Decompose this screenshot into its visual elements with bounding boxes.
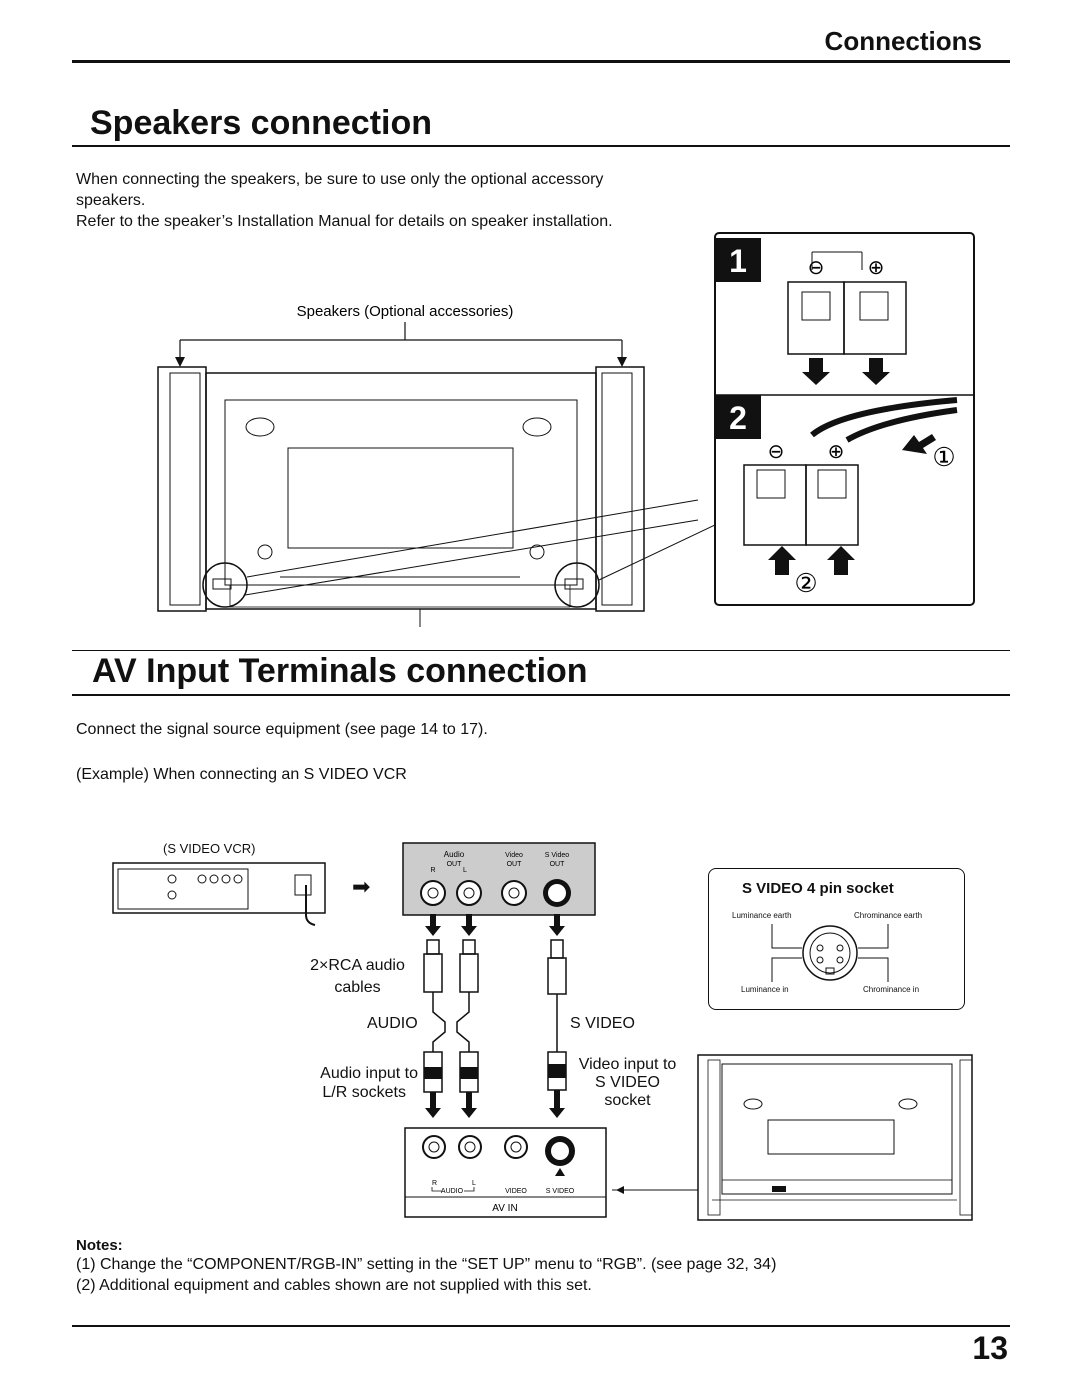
vcr-svideo-label: S Video	[544, 852, 570, 859]
av-in-panel	[404, 1127, 608, 1219]
circled-2-label: ②	[794, 568, 818, 598]
footer-rule	[72, 1325, 1010, 1327]
av-l-label: L	[472, 1180, 476, 1187]
lum-earth-label: Luminance earth	[732, 911, 792, 920]
vcr-audio-label: Audio	[443, 850, 465, 859]
av-in-label: AV IN	[492, 1203, 518, 1214]
vcr-illustration	[110, 855, 330, 930]
av-para2: (Example) When connecting an S VIDEO VCR	[76, 766, 407, 783]
vcr-audio-out: OUT	[446, 861, 462, 868]
svideo-label: S VIDEO	[570, 1015, 635, 1032]
plus-symbol-2: ⊕	[827, 441, 845, 463]
speaker-step-inset	[712, 230, 977, 608]
vcr-l: L	[463, 867, 467, 874]
step-2-label: 2	[729, 400, 747, 436]
page-number: 13	[972, 1330, 1008, 1366]
right-arrow-icon: ➡	[352, 874, 371, 899]
vcr-video-label: Video	[505, 852, 523, 859]
note-2: (2) Additional equipment and cables shown are not supplied with this set.	[76, 1277, 592, 1294]
audio-label: AUDIO	[367, 1015, 418, 1032]
video-input-line2: S VIDEO	[595, 1074, 660, 1091]
av-heading: AV Input Terminals connection	[92, 652, 588, 690]
rca-cable-label-line2: cables	[334, 979, 381, 996]
display-rear-small	[612, 1050, 974, 1222]
speakers-para1-line2: speakers.	[76, 192, 146, 209]
speakers-para2: Refer to the speaker’s Installation Manual for details on speaker installation.	[76, 213, 613, 230]
speakers-para1-line1: When connecting the speakers, be sure to use only the optional accessory	[76, 171, 604, 188]
svideo-pin-diagram	[760, 920, 900, 985]
note-1: (1) Change the “COMPONENT/RGB-IN” setting in the “SET UP” menu to “RGB”. (see page 32, 34)	[76, 1256, 777, 1273]
vcr-output-panel	[402, 842, 597, 917]
plus-symbol-1: ⊕	[867, 257, 885, 279]
speakers-heading: Speakers connection	[90, 104, 433, 142]
header-rule	[72, 60, 1010, 63]
minus-symbol-1: ⊖	[807, 257, 825, 279]
av-para1: Connect the signal source equipment (see page 14 to 17).	[76, 721, 488, 738]
chr-in-label: Chrominance in	[863, 985, 920, 994]
av-video-label: VIDEO	[505, 1188, 527, 1195]
section-title: Connections	[824, 26, 982, 56]
speakers-paragraph	[76, 169, 716, 232]
minus-symbol-2: ⊖	[767, 441, 785, 463]
vcr-r: R	[430, 867, 436, 874]
vcr-svideo-out: OUT	[549, 861, 565, 868]
audio-input-line1: Audio input to	[320, 1065, 418, 1082]
chr-earth-label: Chrominance earth	[854, 911, 923, 920]
vcr-label: (S VIDEO VCR)	[163, 841, 256, 856]
rca-cable-label	[300, 955, 415, 999]
av-heading-top-rule	[72, 650, 1010, 651]
step-1-label: 1	[729, 243, 747, 279]
video-input-line1: Video input to	[578, 1056, 677, 1073]
audio-input-label	[296, 1064, 418, 1102]
speakers-optional-label: Speakers (Optional accessories)	[296, 303, 514, 320]
av-r-label: R	[432, 1180, 438, 1187]
video-input-line3: socket	[604, 1092, 651, 1109]
speakers-heading-rule	[72, 145, 1010, 147]
lum-in-label: Luminance in	[741, 985, 789, 994]
circled-1-label: ①	[932, 442, 956, 472]
vcr-video-out: OUT	[506, 861, 522, 868]
svideo-pin-title: S VIDEO 4 pin socket	[742, 880, 894, 897]
rca-cable-label-line1: 2×RCA audio	[310, 957, 405, 974]
av-svideo-label: S VIDEO	[545, 1188, 575, 1195]
av-heading-rule	[72, 694, 1010, 696]
speaker-rear-diagram	[150, 295, 715, 630]
notes-title: Notes:	[76, 1237, 123, 1254]
audio-input-line2: L/R sockets	[322, 1084, 406, 1101]
av-audio-label: AUDIO	[440, 1188, 464, 1195]
